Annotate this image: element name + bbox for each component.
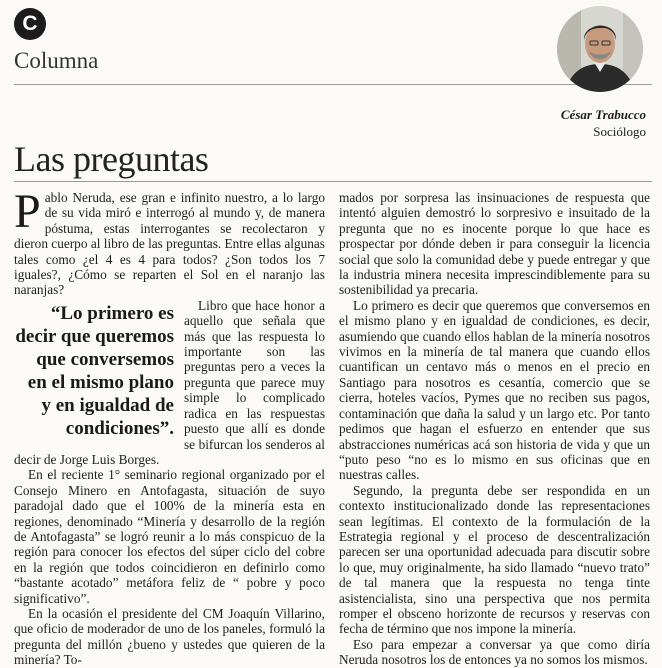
article-title: Las preguntas [14, 139, 209, 179]
drop-cap: P [14, 185, 41, 238]
pull-quote: “Lo primero es decir que queremos que conversemos en el mismo plano y en igualdad de condiciones”. [15, 302, 174, 439]
header-divider [14, 84, 652, 85]
author-role: Sociólogo [593, 124, 646, 139]
paragraph: Lo primero es decir que queremos que conversemos en el mismo plano y en igualdad de condiciones, es decir, asumiendo que cuando ellos hablan de la minería nosotros vivimos en la minería de tal manera que cuando ellos cuantifican un centavo más o menos en el precio en Santiago para nosotros es cesantía, comercio que se cierra, hoteles vacíos, Pymes que no reciben sus pagos, contaminación que daña la salud y un largo etc. Por tanto pedimos que hagan el esfuerzo en entender que sus abstracciones numéricas acá son historia de vida y que un “puto peso “no es lo mismo en sus oficinas que en nuestras calles. [339, 297, 650, 483]
paragraph: “Lo primero es decir que queremos que conversemos en el mismo plano y en igualdad de condiciones”. Libro que hace honor a aquello que señala que más que las respuesta lo importante son las preguntas pero a veces la pregunta que parece muy simple lo complicado radica en las respuestas puesto que allí es donde se bifurcan los senderos al decir de Jorge Luis Borges. [14, 297, 325, 467]
author-photo [557, 6, 643, 92]
paragraph: Pablo Neruda, ese gran e infinito nuestro, a lo largo de su vida miró e interrogó al mundo y, de manera póstuma, estas interrogantes se recolectaron y dieron cuerpo al libro de las preguntas. Entre ellas algunas tales como ¿el 4 es 4 para todos? ¿Son todos los 7 iguales?, ¿Cómo se reparten el Sol en el naranjo las naranjas? [14, 185, 325, 298]
paragraph: En el reciente 1° seminario regional organizado por el Consejo Minero en Antofagasta, situación de suyo paradojal dado que el 100% de la minería esta en regiones, denominado “Minería y desarrollo de la región de Antofagasta” se logró reunir a lo más conspicuo de la región para conocer los efectos del súper ciclo del cobre en la región que todos coincidieron en definirlo como “bastante acotado” metáfora feliz de “ pobre y poco significativo”. [14, 467, 325, 606]
author-name: César Trabucco [560, 107, 646, 122]
paragraph: mados por sorpresa las insinuaciones de respuesta que intentó alguien demostró lo sorpresivo e insuitado de la pregunta que no es inocente porque lo que hace es prospectar por dónde deben ir para conseguir la licencia social que solo la comunidad debe y puede entregar y que la industria minera necesita imprescindiblemente para su sostenibilidad ya precaria. [339, 190, 650, 298]
paragraph: Eso para empezar a conversar ya que como diría Neruda nosotros los de entonces ya no somos los mismos. [339, 636, 650, 668]
column-badge: C [14, 8, 46, 40]
article-column-right [339, 190, 650, 668]
paragraph: En la ocasión el presidente del CM Joaquín Villarino, que oficio de moderador de uno de los paneles, formuló la pregunta del millón ¿bueno y ustedes que quieren de la minería? To- [14, 605, 325, 668]
section-label: Columna [14, 48, 99, 73]
paragraph: Segundo, la pregunta debe ser respondida en un contexto institucionalizado donde las representaciones sean legítimas. El contexto de la formulación de la Estrategia regional y el proceso de descentralización parecen ser una oportunidad adecuada para discutir sobre lo que, muy originalmente, ha sido llamado “nuevo trato” de tal manera que la respuesta no tenga tinte asistencialista, sino una perspectiva que nos permita romper el obsceno horizonte de recursos y reservas con fecha de término que nos impone la minería. [339, 482, 650, 637]
title-divider [14, 181, 652, 182]
article-column-left [14, 185, 325, 668]
